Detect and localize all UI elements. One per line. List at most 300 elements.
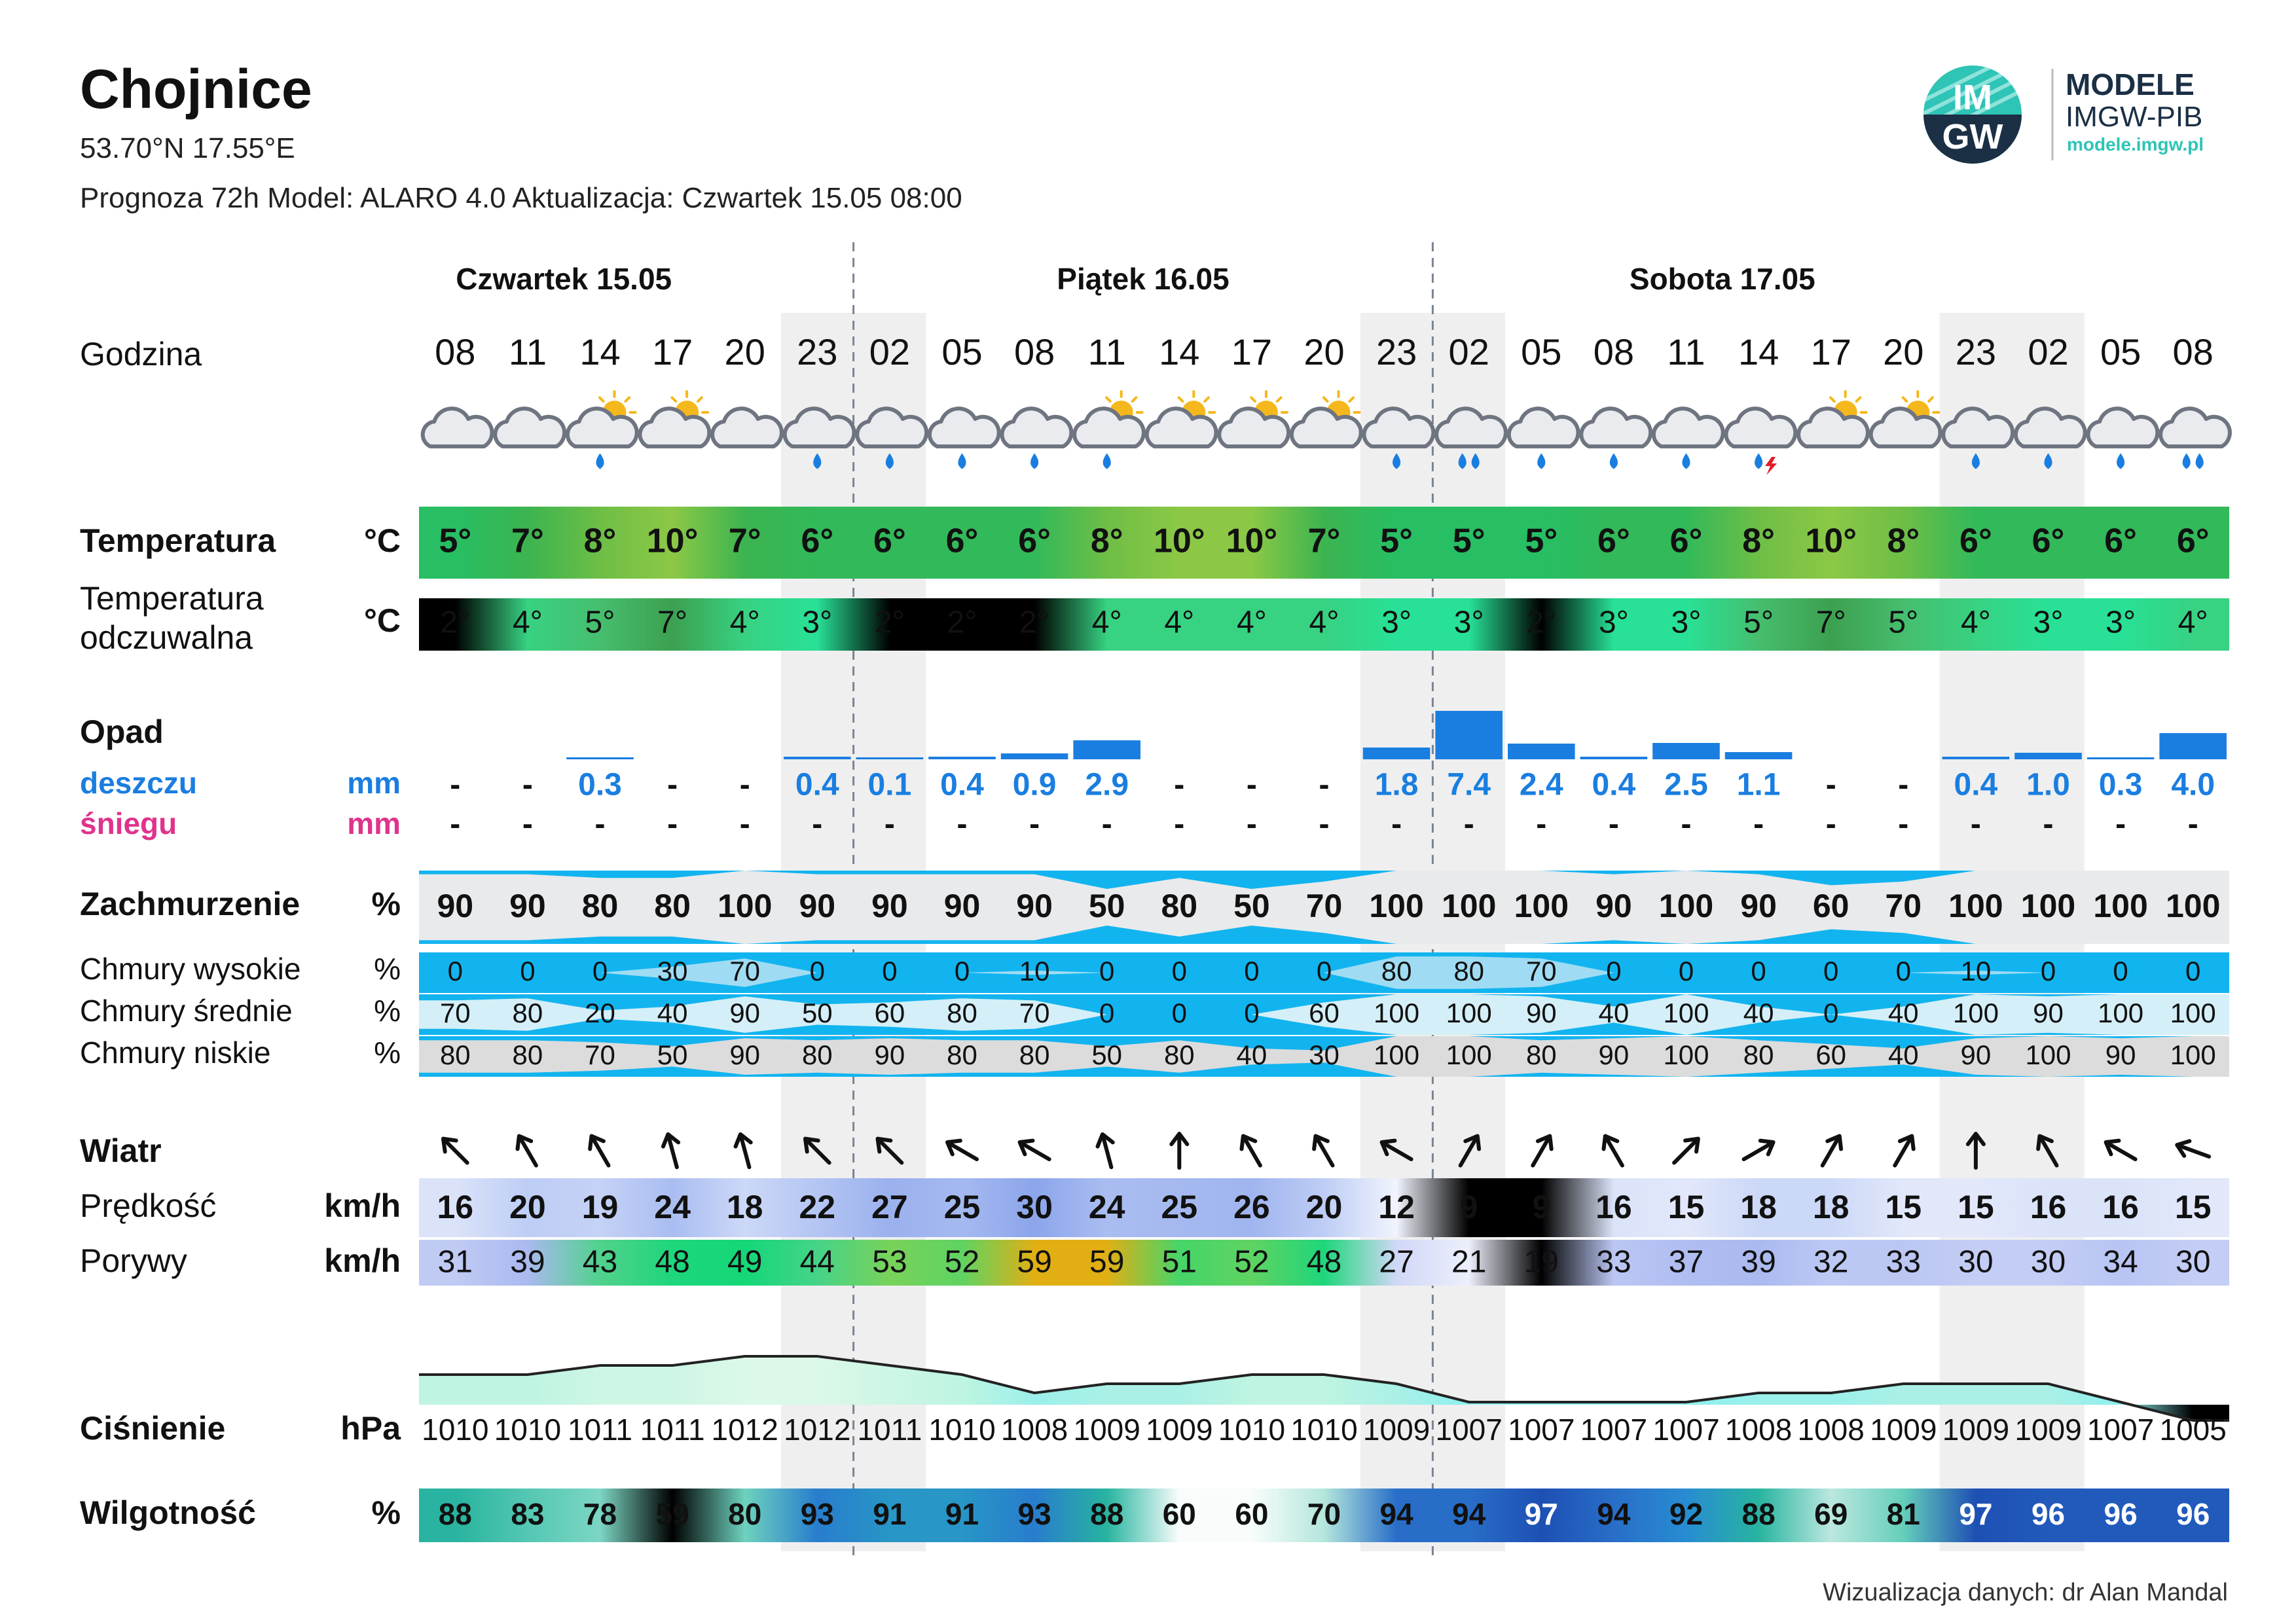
cloud-mid-value: 0 xyxy=(1099,998,1115,1029)
wind-arrow-icon xyxy=(2102,1136,2140,1166)
feels-like-value: 3° xyxy=(2033,605,2064,640)
temperature-value: 6° xyxy=(1669,522,1703,560)
wind-gust-value: 52 xyxy=(1234,1244,1269,1280)
temperature-value: 7° xyxy=(728,522,761,560)
sun-ray xyxy=(1179,397,1183,401)
pressure-value: 1010 xyxy=(1218,1413,1286,1447)
day-label: Czwartek 15.05 xyxy=(456,262,672,297)
logo-badge-bottom: GW xyxy=(1942,117,2003,156)
sun-ray xyxy=(1251,397,1255,401)
humidity-value: 94 xyxy=(1452,1497,1486,1532)
cloud-mid-value: 100 xyxy=(1374,998,1420,1029)
humidity-value: 81 xyxy=(1886,1497,1920,1532)
temperature-value: 5° xyxy=(1380,522,1413,560)
weather-icon xyxy=(1147,391,1216,446)
coordinates: 53.70°N 17.55°E xyxy=(80,132,295,164)
wind-arrow-icon xyxy=(437,1133,473,1168)
location-title: Chojnice xyxy=(80,58,312,120)
temperature-value: 6° xyxy=(945,522,979,560)
feels-like-value: 5° xyxy=(1743,605,1774,640)
wind-gust-value: 39 xyxy=(1741,1244,1776,1280)
cloud-total-value: 90 xyxy=(1016,888,1053,925)
unit-predkosc: km/h xyxy=(324,1187,401,1225)
cloud-high-value: 0 xyxy=(2040,956,2056,987)
weather-icon xyxy=(1002,408,1072,467)
cloud-total-value: 80 xyxy=(1161,888,1198,925)
wind-speed-value: 15 xyxy=(2174,1189,2212,1226)
rain-value: 0.4 xyxy=(940,767,984,803)
raindrop-icon xyxy=(598,456,603,467)
snow-value: - xyxy=(1825,806,1836,842)
hour-tick: 14 xyxy=(579,331,621,372)
cloud-high-value: 0 xyxy=(1316,956,1332,987)
weather-icon xyxy=(1292,391,1361,446)
cloud-high-value: 0 xyxy=(809,956,825,987)
cloud-icon xyxy=(495,408,564,446)
cloud-high-value: 0 xyxy=(1606,956,1622,987)
wind-speed-value: 12 xyxy=(1378,1189,1415,1226)
unit-sniegu: mm xyxy=(347,806,401,841)
hour-tick: 11 xyxy=(1087,331,1126,372)
humidity-value: 88 xyxy=(1090,1497,1124,1532)
rain-value: 0.3 xyxy=(2098,767,2143,803)
pressure-value: 1008 xyxy=(1724,1413,1793,1447)
cloud-high-value: 0 xyxy=(1244,956,1260,987)
snow-value: - xyxy=(739,806,750,842)
wind-gust-value: 51 xyxy=(1161,1244,1197,1280)
raindrop-icon xyxy=(2118,456,2123,467)
row-label-opad: Opad xyxy=(80,713,164,751)
cloud-total-value: 80 xyxy=(581,888,619,925)
wind-speed-value: 15 xyxy=(1958,1189,1994,1226)
wind-arrow-icon xyxy=(733,1132,757,1169)
cloud-icon xyxy=(1219,408,1288,446)
cloud-high-value: 0 xyxy=(1823,956,1839,987)
wind-arrow-icon xyxy=(513,1132,543,1169)
feels-like-value: 2° xyxy=(440,605,471,640)
humidity-value: 96 xyxy=(2104,1497,2138,1532)
snow-value: - xyxy=(1463,806,1474,842)
cloud-icon xyxy=(423,408,492,446)
pressure-value: 1009 xyxy=(1146,1413,1213,1447)
rain-bar xyxy=(2014,753,2082,759)
cloud-mid-value: 70 xyxy=(439,998,471,1029)
snow-value: - xyxy=(1174,806,1185,842)
feels-like-value: 5° xyxy=(1888,605,1919,640)
cloud-mid-value: 60 xyxy=(874,998,905,1029)
raindrop-icon xyxy=(814,456,820,467)
cloud-icon xyxy=(1726,408,1796,446)
logo-badge-top: IM xyxy=(1953,78,1992,117)
cloud-mid-value: 40 xyxy=(1887,998,1919,1029)
cloud-mid-value: 90 xyxy=(729,998,761,1029)
feels-like-value: 4° xyxy=(1309,605,1339,640)
weather-icon xyxy=(1726,408,1796,475)
cloud-total-value: 100 xyxy=(1369,888,1424,925)
sun-ray xyxy=(1324,397,1328,401)
cloud-total-value: 100 xyxy=(1658,888,1714,925)
cloud-icon xyxy=(640,408,710,446)
cloud-icon xyxy=(2088,408,2158,446)
weather-icon xyxy=(2088,408,2158,467)
humidity-value: 93 xyxy=(1017,1497,1051,1532)
humidity-value: 91 xyxy=(873,1497,907,1532)
snow-value: - xyxy=(1970,806,1981,842)
temperature-value: 5° xyxy=(1452,522,1485,560)
cloud-low-value: 50 xyxy=(657,1039,688,1071)
cloud-low-value: 50 xyxy=(1091,1039,1123,1071)
raindrop-icon xyxy=(1684,456,1689,467)
hour-tick: 08 xyxy=(435,331,476,372)
wind-arrow-icon xyxy=(1815,1132,1846,1169)
sun-ray xyxy=(1349,397,1353,401)
wind-arrow-icon xyxy=(1740,1136,1777,1166)
cloud-low-value: 80 xyxy=(1163,1039,1195,1071)
wind-arrow-icon xyxy=(585,1132,615,1169)
row-label-srednie: Chmury średnie xyxy=(80,994,293,1028)
weather-icon xyxy=(930,408,999,467)
cloud-low-value: 80 xyxy=(1743,1039,1774,1071)
sun-ray xyxy=(1205,397,1209,401)
wind-gust-value: 43 xyxy=(582,1244,618,1280)
pressure-value: 1011 xyxy=(568,1413,632,1447)
pressure-value: 1008 xyxy=(1797,1413,1865,1447)
humidity-value: 92 xyxy=(1669,1497,1704,1532)
temperature-value: 8° xyxy=(1090,522,1123,560)
raindrop-icon xyxy=(1756,456,1761,467)
feels-like-value: 3° xyxy=(1671,605,1702,640)
snow-value: - xyxy=(1608,806,1619,842)
wind-speed-value: 16 xyxy=(437,1189,474,1226)
forecast-info: Prognoza 72h Model: ALARO 4.0 Aktualizacja: Czwartek 15.05 08:00 xyxy=(80,182,962,214)
raindrop-icon xyxy=(1611,456,1616,467)
day-label: Sobota 17.05 xyxy=(1629,262,1815,297)
feels-like-value: 3° xyxy=(2105,605,2136,640)
wind-gust-value: 33 xyxy=(1596,1244,1631,1280)
raindrop-icon xyxy=(1460,456,1465,467)
row-label-wiatr: Wiatr xyxy=(80,1132,162,1170)
sun-ray xyxy=(1106,397,1110,401)
cloud-low-value: 100 xyxy=(1663,1039,1709,1071)
cloud-low-value: 90 xyxy=(874,1039,905,1071)
pressure-value: 1009 xyxy=(1362,1413,1430,1447)
pressure-value: 1010 xyxy=(422,1413,489,1447)
cloud-icon xyxy=(1002,408,1072,446)
rain-value: - xyxy=(522,767,533,803)
feels-like-value: 7° xyxy=(657,605,688,640)
rain-value: 0.4 xyxy=(795,767,839,803)
rain-value: - xyxy=(739,767,750,803)
cloud-icon xyxy=(1292,408,1361,446)
wind-gust-value: 39 xyxy=(510,1244,545,1280)
wind-speed-value: 18 xyxy=(726,1189,763,1226)
raindrop-icon xyxy=(960,456,965,467)
row-label-cisnienie: Ciśnienie xyxy=(80,1410,226,1447)
cloud-total-value: 70 xyxy=(1885,888,1922,925)
feels-like-value: 2° xyxy=(1526,605,1557,640)
cloud-total-value: 100 xyxy=(2020,888,2076,925)
row-label-sniegu: śniegu xyxy=(80,806,177,841)
pressure-value: 1010 xyxy=(494,1413,562,1447)
weather-icon xyxy=(1509,408,1578,467)
rain-bar xyxy=(1652,743,1720,759)
cloud-icon xyxy=(712,408,782,446)
wind-gust-value: 59 xyxy=(1017,1244,1052,1280)
sun-ray xyxy=(1133,397,1137,401)
cloud-low-value: 100 xyxy=(2025,1039,2071,1071)
temperature-value: 6° xyxy=(1959,522,1992,560)
wind-speed-value: 15 xyxy=(1885,1189,1922,1226)
wind-arrow-shaft xyxy=(444,1140,467,1163)
cloud-low-value: 80 xyxy=(512,1039,543,1071)
wind-gust-value: 21 xyxy=(1451,1244,1487,1280)
wind-speed-value: 24 xyxy=(1088,1189,1125,1226)
cloud-low-value: 80 xyxy=(801,1039,833,1071)
wind-gust-value: 37 xyxy=(1668,1244,1704,1280)
sun-ray xyxy=(625,397,629,401)
feels-like-value: 4° xyxy=(1164,605,1195,640)
rain-bar xyxy=(566,757,634,759)
rain-value: 0.9 xyxy=(1012,767,1057,803)
snow-value: - xyxy=(957,806,968,842)
wind-arrow-icon xyxy=(1599,1132,1630,1169)
hour-tick: 17 xyxy=(651,331,693,372)
snow-value: - xyxy=(812,806,823,842)
cloud-high-value: 0 xyxy=(954,956,970,987)
humidity-value: 60 xyxy=(1235,1497,1269,1532)
wind-arrow-icon xyxy=(943,1136,981,1166)
cloud-total-value: 90 xyxy=(437,888,474,925)
feels-like-value: 2° xyxy=(874,605,905,640)
cloud-high-value: 0 xyxy=(882,956,898,987)
unit-niskie: % xyxy=(374,1036,401,1070)
cloud-mid-value: 50 xyxy=(801,998,833,1029)
wind-gust-value: 30 xyxy=(2176,1244,2211,1280)
rain-value: 4.0 xyxy=(2171,767,2215,803)
hour-tick: 14 xyxy=(1159,331,1200,372)
wind-speed-value: 16 xyxy=(1595,1189,1632,1226)
row-label-wilgotnosc: Wilgotność xyxy=(80,1494,256,1532)
wind-speed-value: 24 xyxy=(654,1189,691,1226)
rain-bar xyxy=(1725,752,1793,759)
cloud-low-value: 70 xyxy=(585,1039,615,1071)
cloud-mid-value: 90 xyxy=(1525,998,1557,1029)
wind-gust-value: 30 xyxy=(1958,1244,1994,1280)
weather-icon xyxy=(640,391,710,446)
humidity-value: 80 xyxy=(728,1497,762,1532)
row-label-odczuwalna-2: odczuwalna xyxy=(80,619,253,657)
wind-speed-value: 9 xyxy=(1459,1189,1478,1226)
sun-ray xyxy=(1831,397,1834,401)
rain-value: 1.0 xyxy=(2026,767,2070,803)
unit-deszczu: mm xyxy=(347,766,401,801)
rain-value: - xyxy=(1174,767,1185,803)
cloud-low-value: 100 xyxy=(1374,1039,1420,1071)
cloud-low-value: 90 xyxy=(729,1039,761,1071)
raindrop-icon xyxy=(1394,456,1399,467)
cloud-mid-value: 60 xyxy=(1309,998,1339,1029)
snow-value: - xyxy=(2043,806,2054,842)
hour-tick: 02 xyxy=(2028,331,2069,372)
cloud-mid-value: 100 xyxy=(1446,998,1492,1029)
humidity-value: 70 xyxy=(1307,1497,1341,1532)
cloud-icon xyxy=(930,408,999,446)
snow-value: - xyxy=(1536,806,1547,842)
cloud-total-value: 90 xyxy=(1595,888,1632,925)
pressure-value: 1009 xyxy=(1073,1413,1140,1447)
hour-tick: 17 xyxy=(1810,331,1851,372)
snow-value: - xyxy=(522,806,533,842)
hour-tick: 08 xyxy=(2172,331,2214,372)
cloud-low-value: 60 xyxy=(1815,1039,1847,1071)
hour-tick: 08 xyxy=(1013,331,1055,372)
wind-gust-value: 33 xyxy=(1886,1244,1921,1280)
cloud-total-value: 100 xyxy=(2165,888,2221,925)
temperature-value: 8° xyxy=(1887,522,1920,560)
cloud-total-value: 50 xyxy=(1233,888,1270,925)
snow-value: - xyxy=(1681,806,1692,842)
wind-speed-value: 20 xyxy=(1305,1189,1343,1226)
rain-bar xyxy=(1073,740,1140,759)
wind-speed-value: 19 xyxy=(581,1189,619,1226)
hour-tick: 14 xyxy=(1738,331,1779,372)
rain-value: 2.4 xyxy=(1519,767,1563,803)
sun-ray xyxy=(600,397,604,401)
cloud-low-value: 80 xyxy=(947,1039,977,1071)
cloud-mid-value: 80 xyxy=(512,998,543,1029)
wind-gust-value: 52 xyxy=(944,1244,980,1280)
hour-tick: 05 xyxy=(1521,331,1562,372)
weather-icon xyxy=(2160,408,2230,467)
humidity-value: 93 xyxy=(800,1497,834,1532)
cloud-high-value: 70 xyxy=(729,956,761,987)
humidity-value: 97 xyxy=(1959,1497,1993,1532)
cloud-high-value: 10 xyxy=(1019,956,1050,987)
cloud-total-value: 50 xyxy=(1088,888,1125,925)
wind-arrow-icon xyxy=(1016,1136,1053,1166)
cloud-icon xyxy=(568,408,637,446)
temperature-value: 6° xyxy=(1018,522,1051,560)
unit-wilgotnosc: % xyxy=(371,1494,401,1532)
wind-gust-value: 27 xyxy=(1379,1244,1414,1280)
cloud-mid-value: 40 xyxy=(1598,998,1630,1029)
hour-tick: 05 xyxy=(941,331,983,372)
wind-speed-value: 16 xyxy=(2030,1189,2067,1226)
feels-like-value: 4° xyxy=(729,605,760,640)
wind-speed-value: 18 xyxy=(1740,1189,1777,1226)
pressure-value: 1007 xyxy=(1435,1413,1503,1447)
cloud-low-value: 30 xyxy=(1309,1039,1339,1071)
rain-value: - xyxy=(1246,767,1257,803)
wind-arrow-shaft xyxy=(1674,1140,1697,1163)
unit-cisnienie: hPa xyxy=(340,1410,401,1447)
unit-zachmurzenie: % xyxy=(371,886,401,923)
feels-like-value: 4° xyxy=(1091,605,1122,640)
feels-like-value: 3° xyxy=(1381,605,1412,640)
temperature-value: 5° xyxy=(1525,522,1558,560)
wind-speed-value: 30 xyxy=(1016,1189,1053,1226)
row-label-odczuwalna-1: Temperatura xyxy=(80,580,264,617)
cloud-mid-value: 40 xyxy=(1743,998,1774,1029)
pressure-value: 1012 xyxy=(784,1413,851,1447)
pressure-value: 1007 xyxy=(1508,1413,1575,1447)
rain-value: 1.1 xyxy=(1736,767,1781,803)
raindrop-icon xyxy=(1104,456,1110,467)
wind-arrow-icon xyxy=(1526,1132,1557,1169)
cloud-mid-value: 80 xyxy=(947,998,977,1029)
unit-srednie: % xyxy=(374,994,401,1028)
unit-wysokie: % xyxy=(374,952,401,986)
cloud-high-value: 30 xyxy=(657,956,688,987)
hour-tick: 23 xyxy=(797,331,838,372)
unit-porywy: km/h xyxy=(324,1242,401,1280)
wind-speed-value: 22 xyxy=(799,1189,836,1226)
humidity-value: 88 xyxy=(438,1497,472,1532)
wind-speed-value: 26 xyxy=(1233,1189,1270,1226)
hour-tick: 20 xyxy=(724,331,765,372)
humidity-value: 69 xyxy=(1814,1497,1848,1532)
wind-arrow-icon xyxy=(661,1132,685,1169)
wind-speed-value: 18 xyxy=(1812,1189,1850,1226)
wind-arrow-icon xyxy=(1095,1132,1119,1169)
rain-value: - xyxy=(667,767,678,803)
rain-bar xyxy=(928,757,996,759)
feels-like-value: 4° xyxy=(512,605,543,640)
rain-bar xyxy=(1001,753,1068,759)
cloud-total-value: 100 xyxy=(2093,888,2148,925)
cloud-high-value: 0 xyxy=(2113,956,2128,987)
cloud-total-value: 100 xyxy=(1948,888,2003,925)
pressure-value: 1009 xyxy=(1870,1413,1937,1447)
cloud-icon xyxy=(2160,408,2230,446)
rain-bar xyxy=(1508,744,1575,759)
hour-tick: 20 xyxy=(1303,331,1345,372)
hour-tick: 02 xyxy=(869,331,911,372)
hour-tick: 23 xyxy=(1376,331,1417,372)
humidity-value: 83 xyxy=(511,1497,545,1532)
wind-arrow-icon xyxy=(1171,1134,1187,1168)
wind-gust-value: 31 xyxy=(437,1244,473,1280)
humidity-value: 91 xyxy=(945,1497,979,1532)
temperature-value: 7° xyxy=(1307,522,1341,560)
feels-like-value: 7° xyxy=(1815,605,1846,640)
raindrop-icon xyxy=(1032,456,1037,467)
rain-value: 1.8 xyxy=(1374,767,1419,803)
cloud-low-value: 80 xyxy=(1525,1039,1557,1071)
hour-tick: 11 xyxy=(1667,331,1705,372)
row-label-porywy: Porywy xyxy=(80,1242,187,1280)
hour-tick: 05 xyxy=(2100,331,2141,372)
weather-icon xyxy=(1581,408,1650,467)
weather-icon xyxy=(1219,391,1288,446)
snow-value: - xyxy=(2115,806,2126,842)
cloud-low-value: 90 xyxy=(2105,1039,2136,1071)
wind-speed-value: 9 xyxy=(1532,1189,1551,1226)
weather-icon xyxy=(1074,391,1144,467)
unit-odczuwalna: °C xyxy=(363,602,401,640)
cloud-low-value: 100 xyxy=(2170,1039,2216,1071)
cloud-total-value: 90 xyxy=(871,888,908,925)
raindrop-icon xyxy=(2046,456,2051,467)
cloud-total-value: 100 xyxy=(717,888,773,925)
temperature-value: 10° xyxy=(1226,522,1278,560)
wind-gust-value: 34 xyxy=(2103,1244,2138,1280)
wind-speed-value: 27 xyxy=(871,1189,908,1226)
cloud-icon xyxy=(1074,408,1144,446)
logo-line1: MODELE xyxy=(2066,67,2195,101)
cloud-mid-value: 20 xyxy=(585,998,615,1029)
pressure-value: 1007 xyxy=(2086,1413,2155,1447)
